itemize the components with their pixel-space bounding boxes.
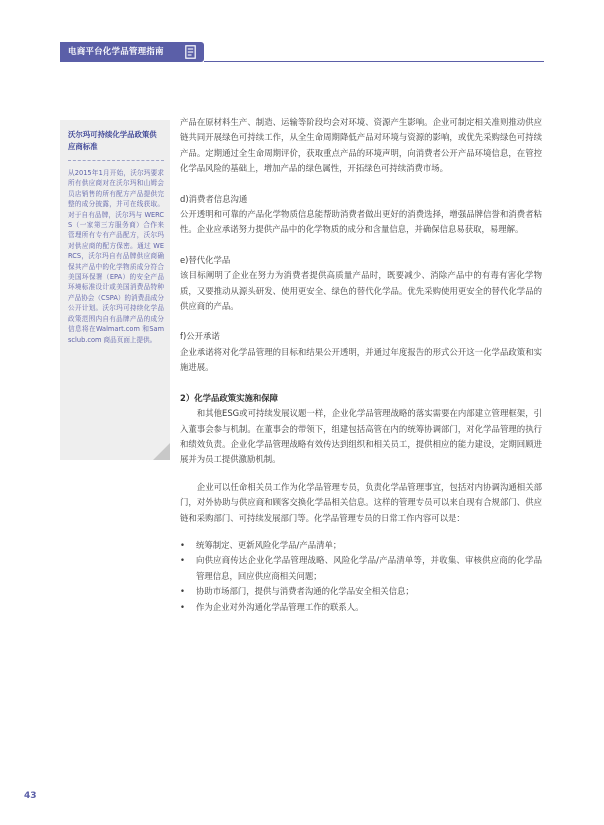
main-content bbox=[180, 115, 542, 615]
list-item: • 作为企业对外沟通化学品管理工作的联系人。 bbox=[180, 600, 542, 615]
document-icon bbox=[185, 45, 196, 59]
sidebar-title: 沃尔玛可持续化学品政策供应商标准 bbox=[68, 130, 157, 151]
duties-list bbox=[180, 538, 542, 615]
paragraph-e: 该目标阐明了企业在努力为消费者提供高质量产品时，既要减少、消除产品中的有毒有害化学物质，又要推动从源头研发、使用更安全、绿色的替代化学品。优先采购使用更安全的替代化学品的供应商的产品。 bbox=[180, 270, 542, 312]
section-title: 2）化学品政策实施和保障 bbox=[180, 392, 278, 403]
list-item: • 协助市场部门，提供与消费者沟通的化学品安全相关信息； bbox=[180, 584, 542, 599]
bullet-icon: • bbox=[180, 539, 185, 550]
page-fold-shadow bbox=[153, 443, 170, 460]
bullet-icon: • bbox=[180, 586, 185, 597]
header-banner bbox=[60, 42, 204, 62]
bullet-icon: • bbox=[180, 555, 185, 566]
section-paragraph-2: 企业可以任命相关员工作为化学品管理专员，负责化学品管理事宜，包括对内协调沟通相关部门，对外协助与供应商和顾客交换化学品相关信息。这样的管理专员可以来自现有合规部门、供应链和采购部门、可持续发展部门等。化学品管理专员的日常工作内容可以是： bbox=[180, 481, 542, 523]
page-number: 43 bbox=[24, 791, 37, 801]
list-item: • 向供应商传达企业化学品管理战略、风险化学品/产品清单等，并收集、审核供应商的化学品管理信息，回应供应商相关问题； bbox=[180, 555, 542, 581]
header-rule bbox=[204, 61, 544, 62]
subheading-e: e)替代化学品 bbox=[180, 254, 231, 265]
header-title: 电商平台化学品管理指南 bbox=[68, 47, 164, 57]
section-paragraph-1: 和其他ESG或可持续发展议题一样，企业化学品管理战略的落实需要在内部建立管理框架，引入董事会参与机制。在董事会的带领下，组建包括高管在内的统筹协调部门，对化学品管理的执行和绩效负责。企业化学品管理战略有效传达到组织和相关员工，提供相应的能力建设，定期回顾进展并为员工提供激励机制。 bbox=[180, 408, 542, 465]
subheading-f: f)公开承诺 bbox=[180, 331, 220, 342]
list-item: • 统筹制定、更新风险化学品/产品清单； bbox=[180, 538, 542, 553]
paragraph-f: 企业承诺将对化学品管理的目标和结果公开透明，并通过年度报告的形式公开这一化学品政策和实施进展。 bbox=[180, 346, 542, 373]
paragraph-d: 公开透明和可靠的产品化学物质信息能帮助消费者做出更好的消费选择，增强品牌信誉和消费者粘性。企业应承诺努力提供产品中的化学物质的成分和含量信息，并确保信息易获取，易理解。 bbox=[180, 209, 542, 235]
intro-paragraph: 产品在原材料生产、制造、运输等阶段均会对环境、资源产生影响。企业可制定相关准则推动供应链共同开展绿色可持续工作，从全生命周期降低产品对环境与资源的影响，或优先采购绿色可持续产品。定期通过全生命周期评价，获取重点产品的环境声明，向消费者公开产品环境信息，在管控化学品风险的基础上，增加产品的绿色属性，开拓绿色可持续消费市场。 bbox=[180, 117, 542, 174]
sidebar-divider bbox=[68, 160, 164, 161]
bullet-icon: • bbox=[180, 601, 185, 612]
subheading-d: d)消费者信息沟通 bbox=[180, 193, 248, 204]
sidebar-body: 从2015年1月开始，沃尔玛要求所有供应商对在沃尔玛和山姆会员店销售的所有配方产品提供完整的成分披露，并可在线获取。对于自有品牌，沃尔玛与 WERCS（一家第三方服务商）合作来管理所有专有产品配方，沃尔玛对供应商的配方保密。通过 WERCS，沃尔玛自有品牌供应商确保其产品中的化学物质成分符合美国环保署（EPA）的安全产品环境标准设计或美国消费品特种产品协会（CSPA）的消费品成分公开计划。沃尔玛可持续化学品政策范围内自有品牌产品的成分信息将在Walmart.com 和Samsclub.com 商品页面上提供。 bbox=[68, 169, 164, 344]
